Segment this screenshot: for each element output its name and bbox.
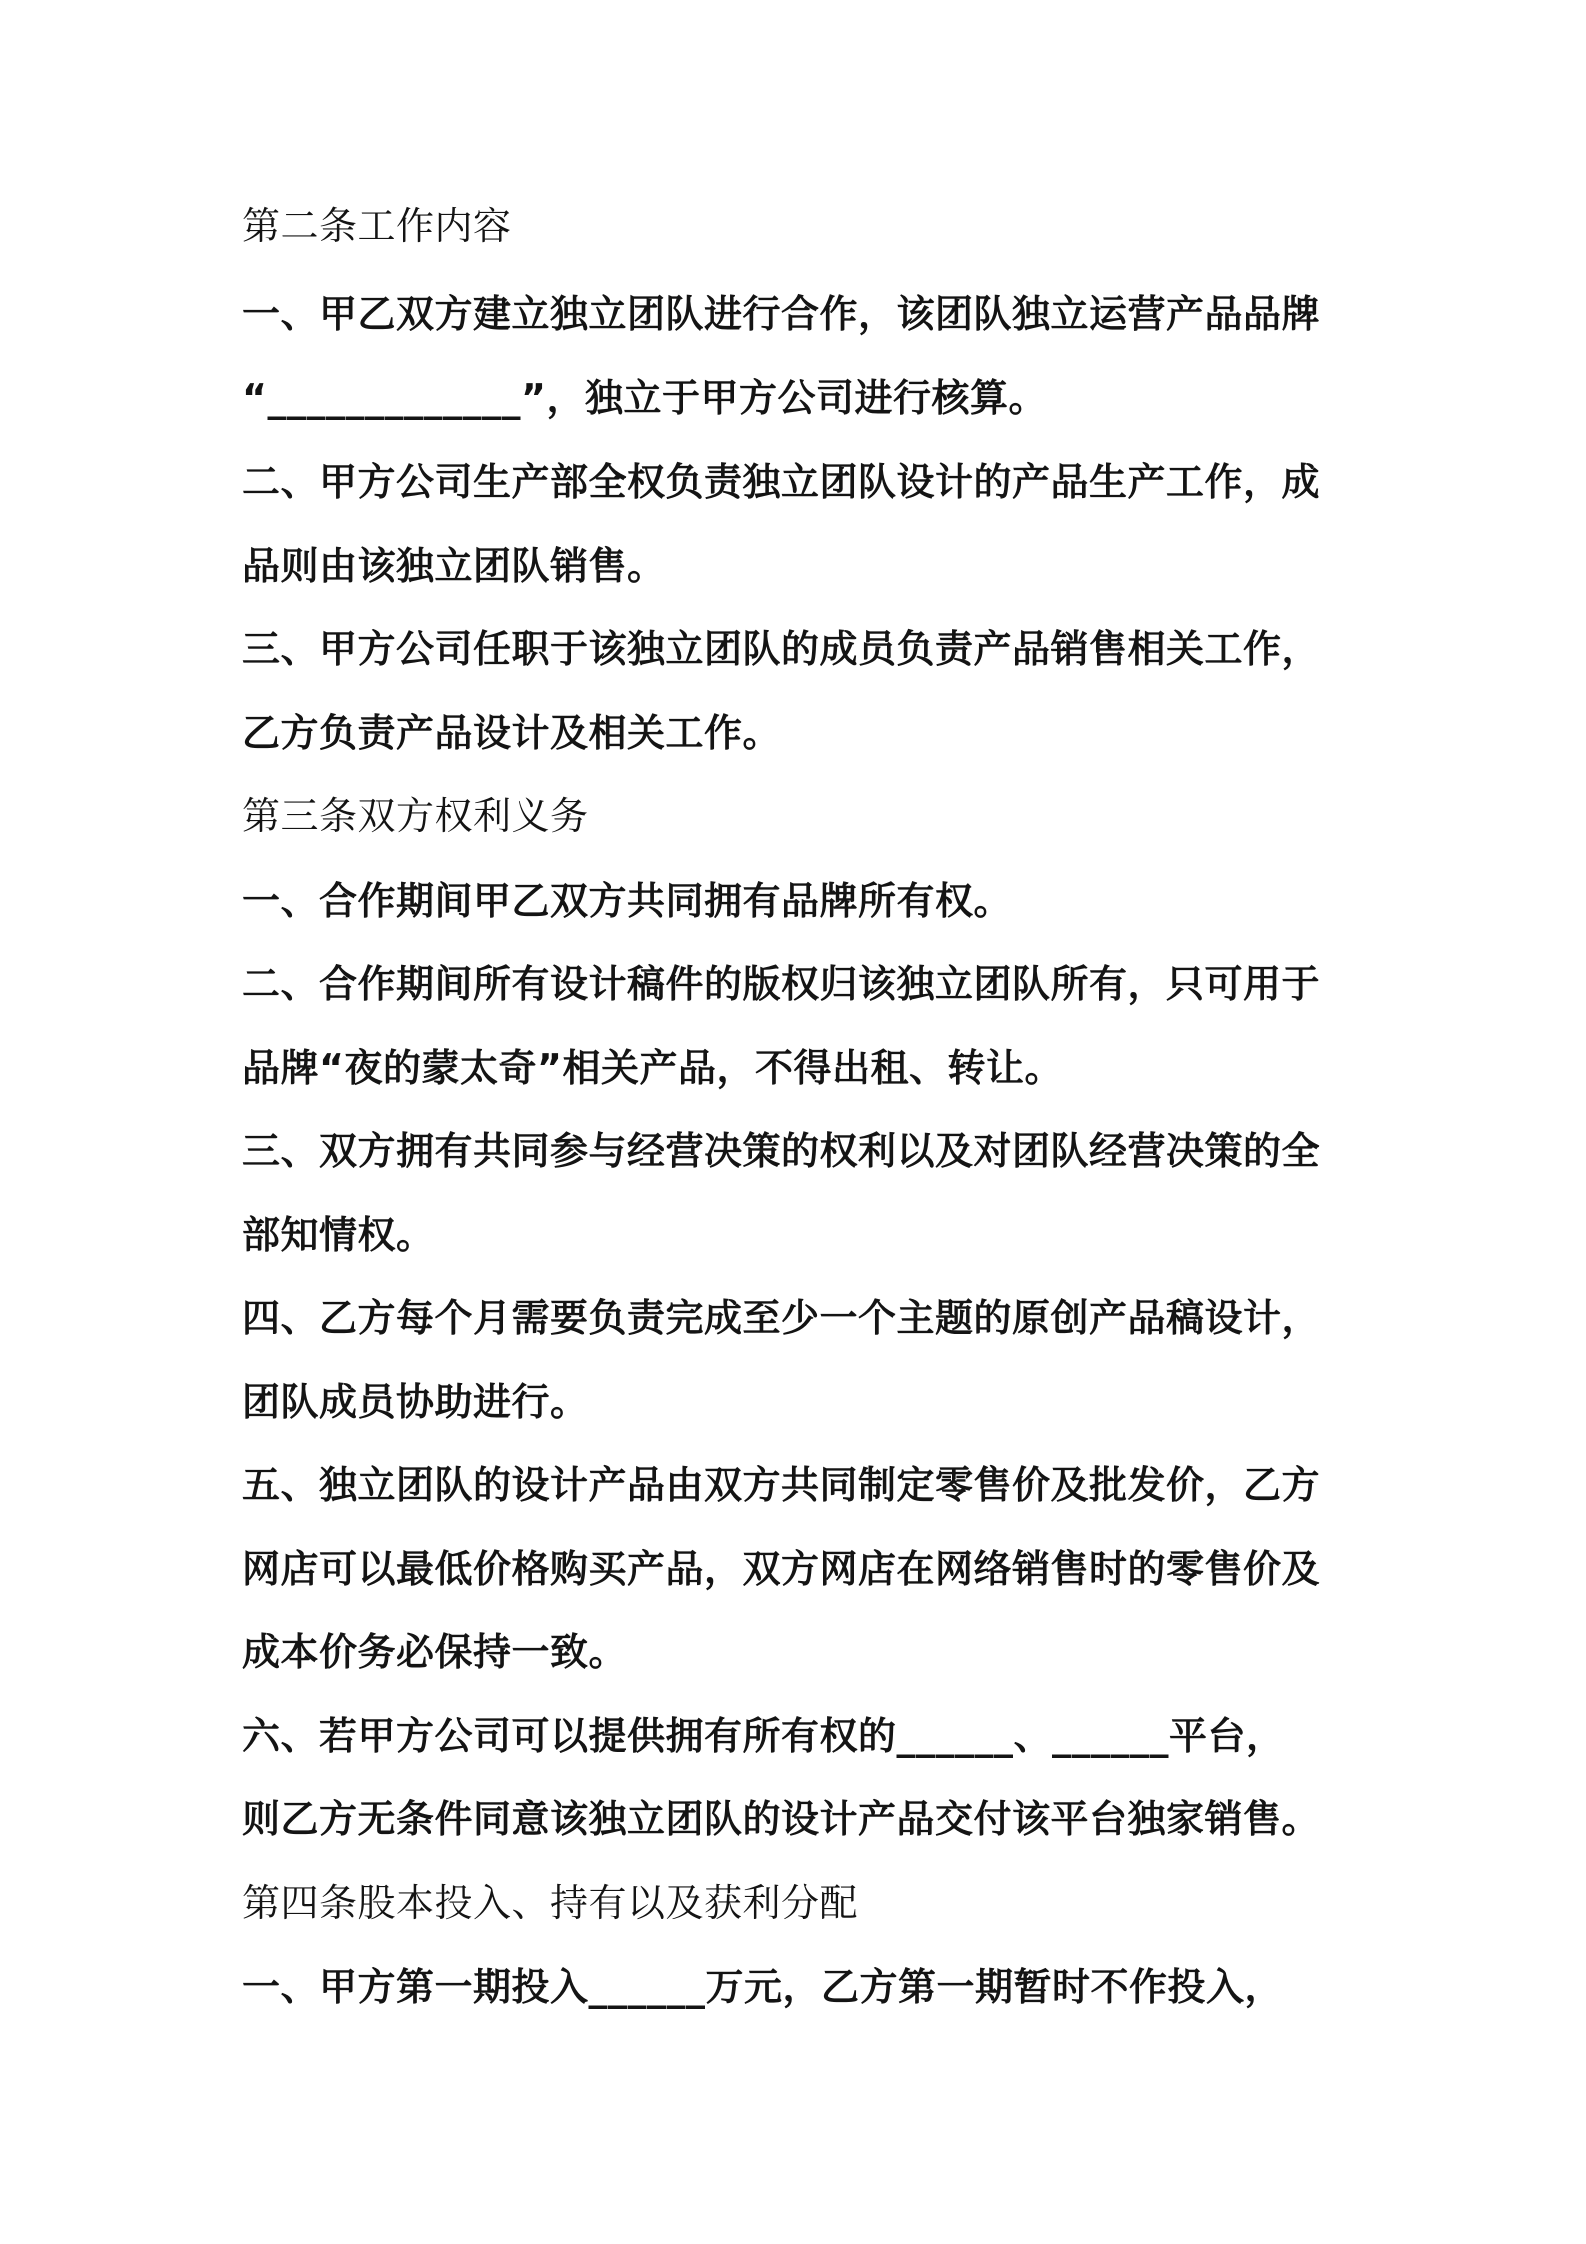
clause-line: 团队成员协助进行。 xyxy=(242,1380,589,1424)
clause-line: 五、独立团队的设计产品由双方共同制定零售价及批发价，乙方 xyxy=(242,1463,1321,1507)
clause-line: 品牌“夜的蒙太奇”相关产品，不得出租、转让。 xyxy=(242,1046,1063,1090)
clause-line: 则乙方无条件同意该独立团队的设计产品交付该平台独家销售。 xyxy=(242,1797,1321,1841)
clause-line: 成本价务必保持一致。 xyxy=(242,1630,628,1674)
clause-line: 六、若甲方公司可以提供拥有所有权的______、______平台， xyxy=(242,1714,1285,1758)
clause-line: 网店可以最低价格购买产品，双方网店在网络销售时的零售价及 xyxy=(242,1547,1321,1591)
clause-line: 四、乙方每个月需要负责完成至少一个主题的原创产品稿设计， xyxy=(242,1296,1321,1340)
clause-line: 一、甲方第一期投入______万元，乙方第一期暂时不作投入， xyxy=(242,1965,1284,2009)
section-heading-2: 第二条工作内容 xyxy=(242,204,512,248)
clause-line: 三、甲方公司任职于该独立团队的成员负责产品销售相关工作， xyxy=(242,627,1321,671)
clause-line: 品则由该独立团队销售。 xyxy=(242,544,666,588)
section-heading-3: 第三条双方权利义务 xyxy=(242,794,589,838)
section-heading-4: 第四条股本投入、持有以及获利分配 xyxy=(242,1881,859,1925)
clause-line: 三、双方拥有共同参与经营决策的权利以及对团队经营决策的全 xyxy=(242,1129,1321,1173)
clause-line: 部知情权。 xyxy=(242,1213,435,1257)
clause-line: 一、合作期间甲乙双方共同拥有品牌所有权。 xyxy=(242,879,1013,923)
clause-line: “_____________”，独立于甲方公司进行核算。 xyxy=(242,376,1047,420)
clause-line: 二、合作期间所有设计稿件的版权归该独立团队所有，只可用于 xyxy=(242,962,1321,1006)
clause-line: 二、甲方公司生产部全权负责独立团队设计的产品生产工作，成 xyxy=(242,460,1321,504)
clause-line: 一、甲乙双方建立独立团队进行合作，该团队独立运营产品品牌 xyxy=(242,292,1321,336)
clause-line: 乙方负责产品设计及相关工作。 xyxy=(242,711,782,755)
